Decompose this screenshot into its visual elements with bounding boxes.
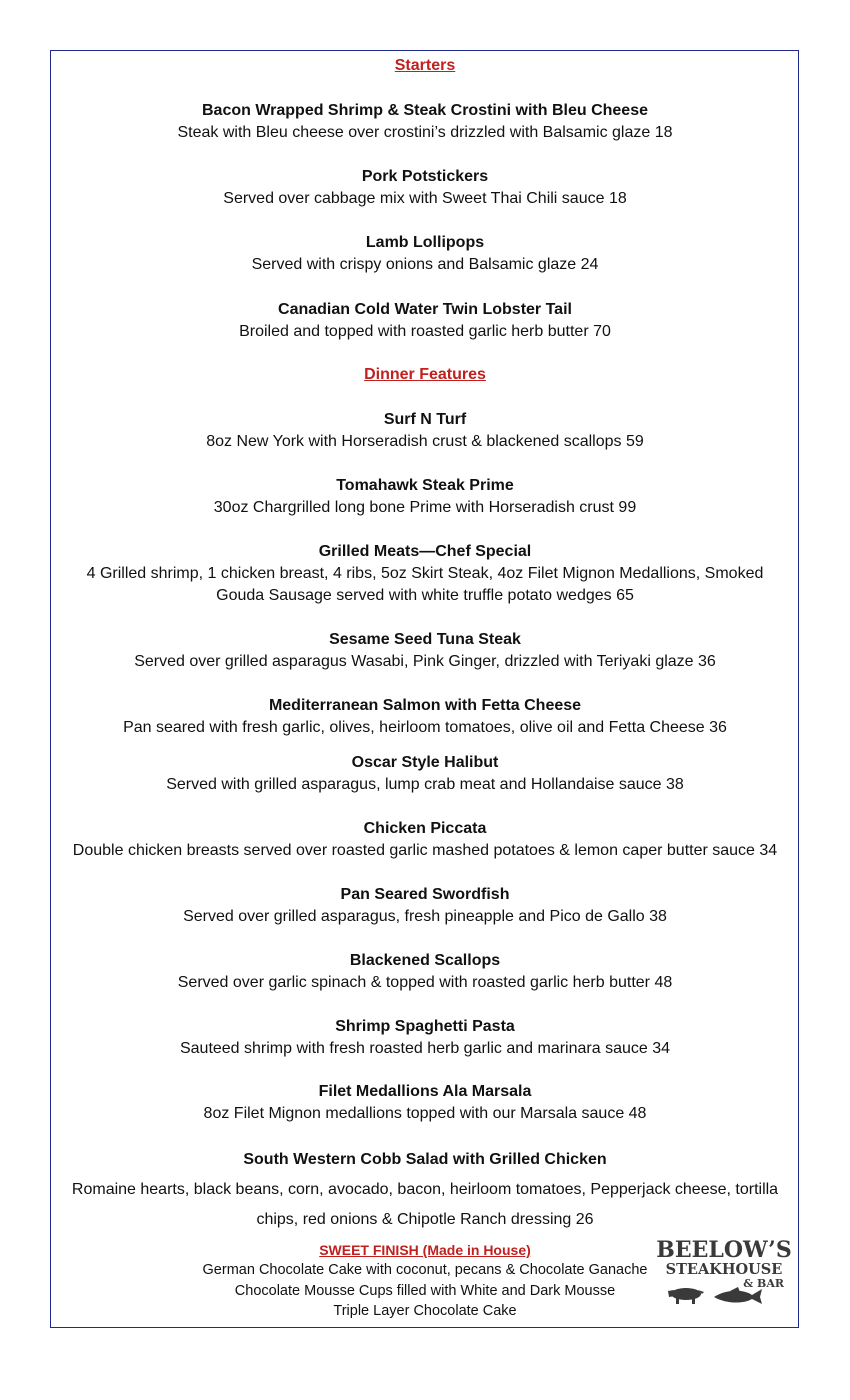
item-description: Pan seared with fresh garlic, olives, heirloom tomatoes, olive oil and Fetta Cheese 36 [123, 719, 727, 736]
dinner-features-heading: Dinner Features [364, 366, 486, 383]
beelows-logo [656, 1236, 792, 1308]
item-name: Bacon Wrapped Shrimp & Steak Crostini with Bleu Cheese [201, 102, 648, 119]
item-name: Mediterranean Salmon with Fetta Cheese [268, 697, 582, 714]
item-description-continued: Gouda Sausage served with white truffle potato wedges 65 [216, 587, 634, 604]
item-name: South Western Cobb Salad with Grilled Chicken [243, 1151, 607, 1168]
item-description: Romaine hearts, black beans, corn, avocado, bacon, heirloom tomatoes, Pepperjack cheese, tortilla [71, 1181, 779, 1198]
dinner-item-7 [0, 818, 850, 862]
item-description: Served with crispy onions and Balsamic glaze 24 [251, 256, 599, 273]
item-name: Tomahawk Steak Prime [336, 477, 514, 494]
sweet-finish-heading: SWEET FINISH (Made in House) [319, 1242, 531, 1258]
dinner-item-5 [0, 695, 850, 739]
starter-item-3 [0, 232, 850, 276]
item-name: Filet Medallions Ala Marsala [318, 1083, 532, 1100]
item-name: Shrimp Spaghetti Pasta [335, 1018, 515, 1035]
item-name: Oscar Style Halibut [351, 754, 499, 771]
item-name: Pan Seared Swordfish [340, 886, 510, 903]
item-description: Broiled and topped with roasted garlic herb butter 70 [239, 323, 611, 340]
logo-bar-text: & BAR [743, 1277, 784, 1290]
item-name: Sesame Seed Tuna Steak [329, 631, 521, 648]
dinner-item-3 [0, 541, 850, 607]
item-description: Served over grilled asparagus, fresh pineapple and Pico de Gallo 38 [183, 908, 667, 925]
item-description: Served over grilled asparagus Wasabi, Pink Ginger, drizzled with Teriyaki glaze 36 [134, 653, 716, 670]
logo-subtitle-text: STEAKHOUSE [665, 1261, 783, 1278]
pig-icon [668, 1288, 704, 1304]
dinner-item-1 [0, 409, 850, 453]
item-description: 8oz New York with Horseradish crust & blackened scallops 59 [206, 433, 644, 450]
dessert-line-1: German Chocolate Cake with coconut, pecans & Chocolate Ganache [202, 1262, 648, 1278]
dinner-item-9 [0, 950, 850, 994]
item-name: Chicken Piccata [363, 820, 487, 837]
item-description: Served over garlic spinach & topped with roasted garlic herb butter 48 [177, 974, 673, 991]
logo-title-text: BEELOW’S [656, 1237, 792, 1263]
dessert-line-3: Triple Layer Chocolate Cake [333, 1303, 517, 1319]
item-description: Double chicken breasts served over roasted garlic mashed potatoes & lemon caper butter sauce 34 [72, 842, 778, 859]
dinner-item-2 [0, 475, 850, 519]
item-name: Pork Potstickers [361, 168, 489, 185]
item-description: Served over cabbage mix with Sweet Thai Chili sauce 18 [223, 190, 627, 207]
item-description: 30oz Chargrilled long bone Prime with Horseradish crust 99 [213, 499, 637, 516]
item-name: Surf N Turf [383, 411, 467, 428]
starter-item-2 [0, 166, 850, 210]
starter-item-4 [0, 299, 850, 343]
item-description: 4 Grilled shrimp, 1 chicken breast, 4 ribs, 5oz Skirt Steak, 4oz Filet Mignon Medallions, Smoked [86, 565, 764, 582]
dessert-line-2: Chocolate Mousse Cups filled with White and Dark Mousse [234, 1282, 616, 1299]
dinner-item-12 [0, 1149, 850, 1231]
item-name: Canadian Cold Water Twin Lobster Tail [278, 301, 572, 318]
starters-heading: Starters [394, 57, 456, 74]
dinner-item-11 [0, 1081, 850, 1125]
dinner-item-6 [0, 752, 850, 796]
item-name: Lamb Lollipops [365, 234, 485, 251]
dinner-item-4 [0, 629, 850, 673]
item-name: Grilled Meats—Chef Special [318, 543, 532, 560]
item-description: 8oz Filet Mignon medallions topped with our Marsala sauce 48 [203, 1105, 647, 1122]
item-description: Sauteed shrimp with fresh roasted herb garlic and marinara sauce 34 [179, 1040, 671, 1057]
item-description: Steak with Bleu cheese over crostini’s drizzled with Balsamic glaze 18 [177, 124, 673, 141]
starter-item-1 [0, 100, 850, 144]
item-name: Blackened Scallops [349, 952, 501, 969]
dinner-item-10 [0, 1016, 850, 1060]
dinner-item-8 [0, 884, 850, 928]
item-description-continued: chips, red onions & Chipotle Ranch dressing 26 [256, 1211, 594, 1228]
item-description: Served with grilled asparagus, lump crab meat and Hollandaise sauce 38 [166, 776, 684, 793]
